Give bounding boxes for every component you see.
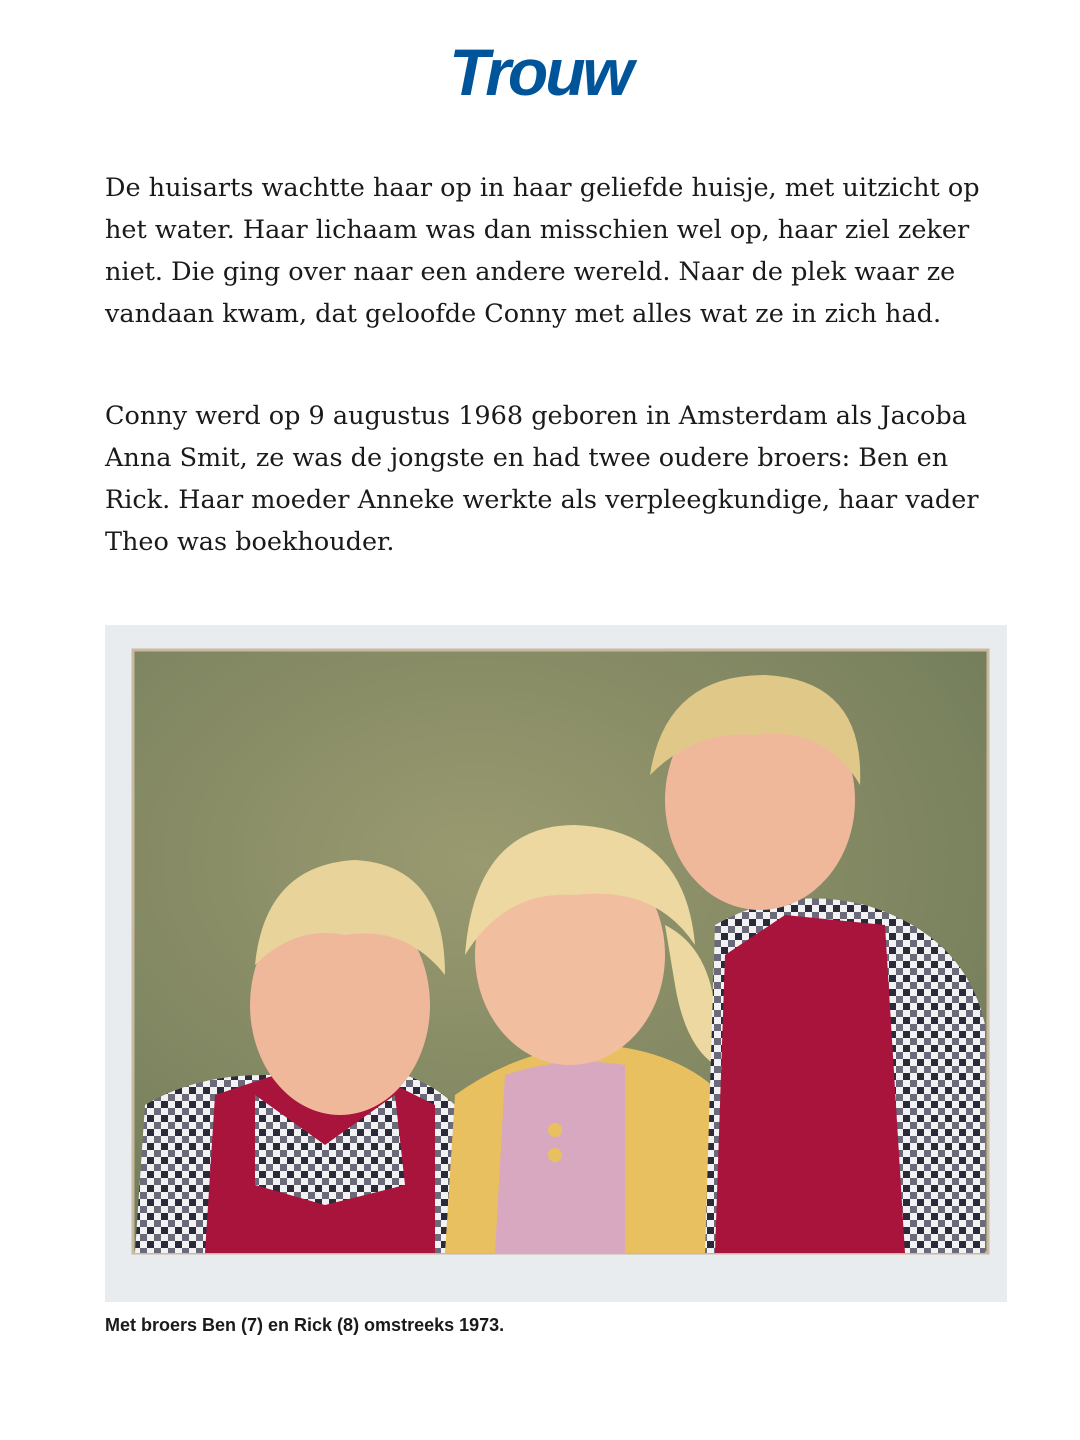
trouw-logo[interactable]: Trouw: [449, 35, 631, 109]
article-paragraph: Conny werd op 9 augustus 1968 geboren in Amsterdam als Jacoba Anna Smit, ze was de jongste en had twee oudere broers: Ben en Rick. Haar moeder Anneke werkte als verpleegkundige, haar vader Theo was boekhouder.: [105, 401, 979, 557]
photo-caption: Met broers Ben (7) en Rick (8) omstreeks 1973.: [105, 1315, 505, 1335]
article-paragraph: De huisarts wachtte haar op in haar geliefde huisje, met uitzicht op het water. Haar lichaam was dan misschien wel op, haar ziel zeker niet. Die ging over naar een andere wereld. Naar de plek waar ze vandaan kwam, dat geloofde Conny met alles wat ze in zich had.: [105, 173, 980, 329]
article-photo: [105, 625, 1007, 1302]
